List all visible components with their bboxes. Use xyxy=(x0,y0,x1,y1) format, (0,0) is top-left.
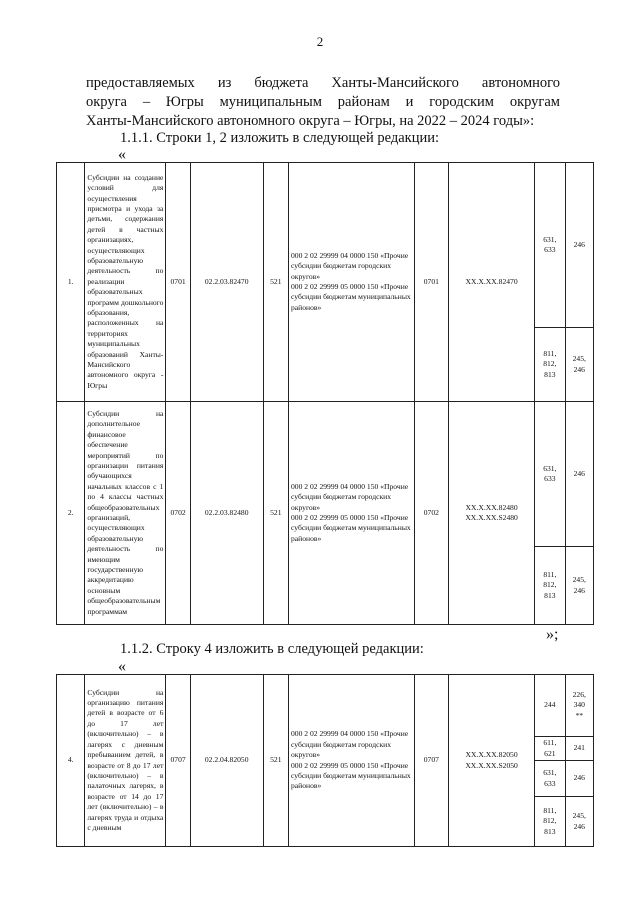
intro-line-2: округа – Югры муниципальным районам и городским округам xyxy=(86,94,560,110)
section-code-2: 0701 xyxy=(414,163,448,402)
target-article-code-2: XX.X.XX.82480 XX.X.XX.S2480 xyxy=(449,402,535,625)
target-article-code-2: XX.X.XX.82470 xyxy=(449,163,535,402)
close-quote: »; xyxy=(546,626,559,643)
section-code: 0707 xyxy=(166,675,190,847)
table-row xyxy=(57,675,594,737)
row-description: Субсидии на дополнительное финансовое обеспечение мероприятий по организации питания обучающихся начальных классов с 1 по 4 классы частных общеобразовательных организаций, осуществляющих образовательную деятельность по имеющим государственную аккредитацию основным общеобразовательным программам xyxy=(85,402,166,625)
intro-paragraph xyxy=(86,74,560,131)
open-quote-2: « xyxy=(118,658,126,675)
expense-type-code: 811, 812, 813 xyxy=(535,797,565,847)
section-code-2: 0707 xyxy=(414,675,448,847)
row-description: Субсидии на организацию питания детей в возрасте от 6 до 17 лет (включительно) – в лагерях с дневным пребыванием детей, в возрасте от 8 до 17 лет (включительно) – в палаточных лагерях, в возрасте от 14 до 17 лет (включительно) – в лагерях труда и отдыха с дневным xyxy=(85,675,166,847)
revenue-classification: 000 2 02 29999 04 0000 150 «Прочие субсидии бюджетам городских округов» 000 2 02 29999 05 0000 150 «Прочие субсидии бюджетам муниципальных районов» xyxy=(288,163,414,402)
expense-type-code: 631, 633 xyxy=(535,163,565,328)
open-quote-1: « xyxy=(118,146,126,163)
kosgu-code: 245, 246 xyxy=(565,547,593,625)
target-article-code: 02.2.03.82480 xyxy=(190,402,263,625)
row-number: 4. xyxy=(57,675,85,847)
subsidy-table-2 xyxy=(56,674,594,847)
kosgu-code: 245, 246 xyxy=(565,328,593,402)
admin-code: 521 xyxy=(263,402,288,625)
expense-type-code: 811, 812, 813 xyxy=(535,547,565,625)
expense-type-code: 631, 633 xyxy=(535,402,565,547)
row-number: 2. xyxy=(57,402,85,625)
row-number: 1. xyxy=(57,163,85,402)
expense-type-code: 631, 633 xyxy=(535,761,565,797)
table-row xyxy=(57,163,594,328)
kosgu-code: 226, 340 ** xyxy=(565,675,593,737)
page-number: 2 xyxy=(316,34,324,49)
expense-type-code: 811, 812, 813 xyxy=(535,328,565,402)
kosgu-code: 246 xyxy=(565,163,593,328)
subsidy-table-1 xyxy=(56,162,594,625)
expense-type-code: 611, 621 xyxy=(535,737,565,761)
section-code: 0702 xyxy=(166,402,190,625)
kosgu-code: 246 xyxy=(565,402,593,547)
target-article-code: 02.2.04.82050 xyxy=(190,675,263,847)
revenue-classification: 000 2 02 29999 04 0000 150 «Прочие субсидии бюджетам городских округов» 000 2 02 29999 05 0000 150 «Прочие субсидии бюджетам муниципальных районов» xyxy=(288,402,414,625)
expense-type-code: 244 xyxy=(535,675,565,737)
instruction-1: 1.1.1. Строки 1, 2 изложить в следующей редакции: xyxy=(120,130,440,146)
section-code: 0701 xyxy=(166,163,190,402)
section-code-2: 0702 xyxy=(414,402,448,625)
intro-line-3: Ханты-Мансийского автономного округа – Югры, на 2022 – 2024 годы»: xyxy=(86,113,535,129)
row-description: Субсидии на создание условий для осуществления присмотра и ухода за детьми, содержания детей в частных организациях, осуществляющих образовательную деятельность по реализации образовательных программ дошкольного образования, расположенных на территориях муниципальных образований Ханты-Мансийского автономного округа - Югры xyxy=(85,163,166,402)
intro-line-1: предоставляемых из бюджета Ханты-Мансийского автономного xyxy=(86,75,560,91)
admin-code: 521 xyxy=(263,675,288,847)
table-row xyxy=(57,402,594,547)
target-article-code-2: XX.X.XX.82050 XX.X.XX.S2050 xyxy=(449,675,535,847)
kosgu-code: 246 xyxy=(565,761,593,797)
kosgu-code: 241 xyxy=(565,737,593,761)
instruction-2: 1.1.2. Строку 4 изложить в следующей редакции: xyxy=(120,641,424,657)
target-article-code: 02.2.03.82470 xyxy=(190,163,263,402)
admin-code: 521 xyxy=(263,163,288,402)
revenue-classification: 000 2 02 29999 04 0000 150 «Прочие субсидии бюджетам городских округов» 000 2 02 29999 05 0000 150 «Прочие субсидии бюджетам муниципальных районов» xyxy=(288,675,414,847)
kosgu-code: 245, 246 xyxy=(565,797,593,847)
